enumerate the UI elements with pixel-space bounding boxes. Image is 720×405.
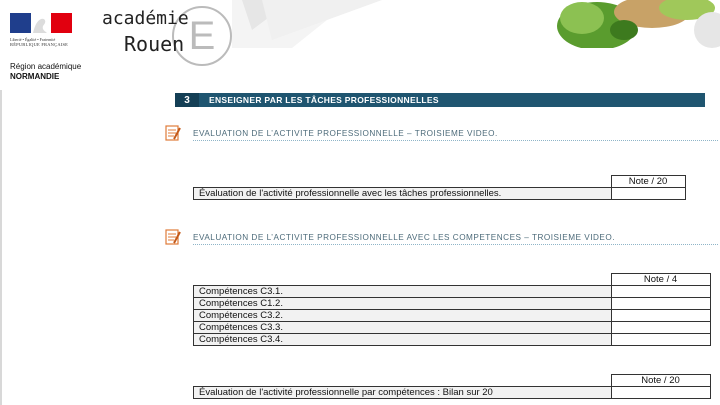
table-row-label: Compétences C3.4. bbox=[194, 334, 612, 346]
table-row bbox=[194, 286, 711, 298]
academie-rouen-logo bbox=[102, 8, 232, 70]
table-row-label: Évaluation de l'activité professionnelle avec les tâches professionnelles. bbox=[194, 188, 612, 200]
republique-motto: Liberté • Égalité • Fraternité bbox=[10, 37, 56, 42]
table-empty-cell bbox=[194, 274, 612, 286]
flag-white-stripe bbox=[31, 13, 52, 33]
table-row bbox=[194, 387, 711, 399]
evaluation-heading-2 bbox=[165, 228, 615, 246]
table-empty-cell bbox=[194, 375, 612, 387]
note-cell[interactable] bbox=[611, 298, 710, 310]
region-line-1: Région académique bbox=[10, 62, 82, 71]
section-header-bar bbox=[175, 93, 705, 107]
note-header: Note / 20 bbox=[611, 375, 710, 387]
note-cell[interactable] bbox=[611, 387, 710, 399]
evaluation-heading-text: EVALUATION DE L’ACTIVITE PROFESSIONNELLE – TROISIEME VIDEO. bbox=[193, 129, 498, 138]
left-border-line bbox=[0, 90, 2, 405]
note-cell[interactable] bbox=[611, 334, 710, 346]
section-title: ENSEIGNER PAR LES TÂCHES PROFESSIONNELLES bbox=[209, 95, 439, 105]
table-row-label: Évaluation de l'activité professionnelle par compétences : Bilan sur 20 bbox=[194, 387, 612, 399]
academie-emblem-icon: E bbox=[172, 6, 232, 66]
academie-line-1: académie bbox=[102, 8, 189, 29]
table-row bbox=[194, 310, 711, 322]
marianne-profile-icon bbox=[31, 13, 52, 33]
table-row bbox=[194, 322, 711, 334]
decorative-header-image bbox=[232, 0, 720, 48]
document-pencil-icon bbox=[165, 124, 181, 142]
note-header: Note / 4 bbox=[611, 274, 710, 286]
note-cell[interactable] bbox=[611, 188, 685, 200]
note-header: Note / 20 bbox=[611, 176, 685, 188]
flag-blue-stripe bbox=[10, 13, 31, 33]
table-empty-cell bbox=[194, 176, 612, 188]
table-row bbox=[194, 334, 711, 346]
table-row bbox=[194, 188, 686, 200]
table-row-label: Compétences C3.3. bbox=[194, 322, 612, 334]
heading-dotted-rule bbox=[193, 244, 718, 245]
section-number: 3 bbox=[175, 93, 199, 107]
note-cell[interactable] bbox=[611, 286, 710, 298]
evaluation-heading-1 bbox=[165, 124, 498, 142]
evaluation-table-3 bbox=[193, 374, 711, 399]
heading-dotted-rule bbox=[193, 140, 718, 141]
document-pencil-icon bbox=[165, 228, 181, 246]
republique-francaise-logo bbox=[10, 13, 74, 47]
table-header-row bbox=[194, 274, 711, 286]
table-row-label: Compétences C3.1. bbox=[194, 286, 612, 298]
table-header-row bbox=[194, 375, 711, 387]
republique-name: RÉPUBLIQUE FRANÇAISE bbox=[10, 42, 69, 47]
region-line-2: NORMANDIE bbox=[10, 72, 60, 81]
flag-red-stripe bbox=[51, 13, 72, 33]
french-flag-icon bbox=[10, 13, 72, 33]
evaluation-table-2 bbox=[193, 273, 711, 346]
region-label bbox=[10, 62, 81, 82]
table-row-label: Compétences C3.2. bbox=[194, 310, 612, 322]
evaluation-table-1 bbox=[193, 175, 686, 200]
table-header-row bbox=[194, 176, 686, 188]
table-row bbox=[194, 298, 711, 310]
table-row-label: Compétences C1.2. bbox=[194, 298, 612, 310]
note-cell[interactable] bbox=[611, 322, 710, 334]
evaluation-heading-text: EVALUATION DE L’ACTIVITE PROFESSIONNELLE AVEC LES COMPETENCES – TROISIEME VIDEO. bbox=[193, 233, 616, 242]
academie-line-2: Rouen bbox=[124, 32, 185, 56]
note-cell[interactable] bbox=[611, 310, 710, 322]
